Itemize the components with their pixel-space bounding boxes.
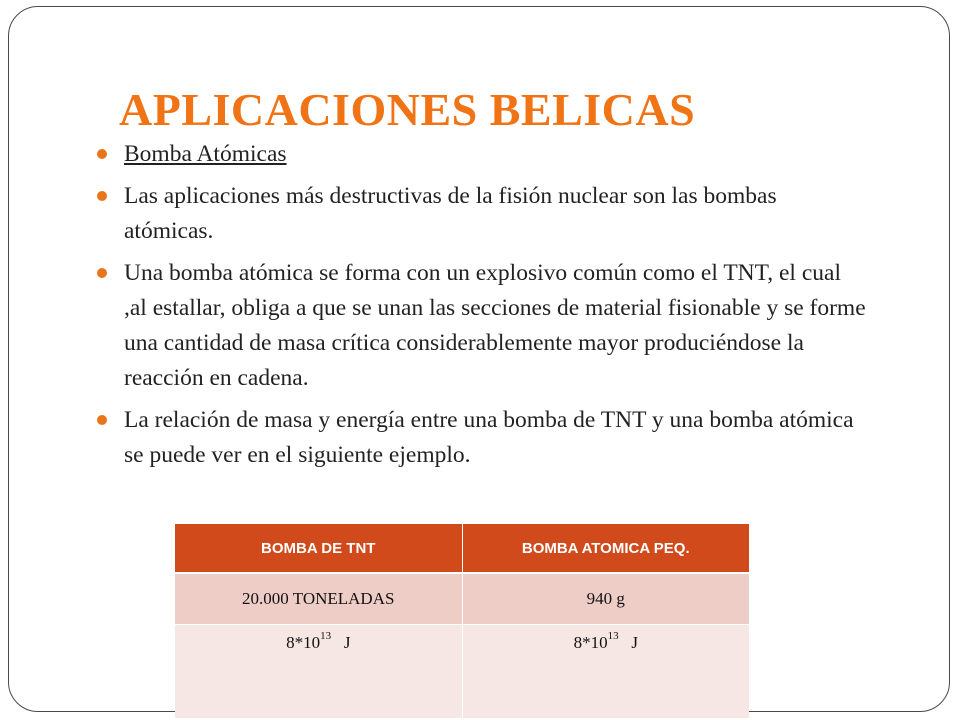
bullet-item (97, 256, 867, 396)
slide-frame (8, 6, 950, 712)
slide-title: APLICACIONES BELICAS (119, 84, 696, 135)
bullet-item (97, 137, 867, 172)
bullet-text: Las aplicaciones más destructivas de la fisión nuclear son las bombas atómicas. (124, 183, 777, 244)
table-cell-tnt-mass: 20.000 TONELADAS (175, 573, 462, 625)
energy-base: 8*10 (573, 633, 608, 652)
table-cell-atomic-energy (462, 625, 749, 719)
comparison-table (175, 524, 749, 719)
energy-base: 8*10 (286, 633, 321, 652)
energy-unit: J (343, 633, 351, 652)
bullet-list (97, 137, 867, 480)
bullet-item (97, 179, 867, 249)
table-header-tnt: BOMBA DE TNT (175, 524, 462, 573)
table-cell-tnt-energy (175, 625, 462, 719)
energy-exponent: 13 (320, 630, 332, 642)
energy-unit: J (631, 633, 638, 652)
bullet-text: La relación de masa y energía entre una bomba de TNT y una bomba atómica se puede ver en el siguiente ejemplo. (124, 407, 854, 468)
bullet-text: Una bomba atómica se forma con un explosivo común como el TNT, el cual ,al estallar, obliga a que se unan las secciones de material fisionable y se forme una cantidad de masa crítica considerablemente mayor produciéndose la reacción en cadena. (124, 260, 866, 391)
table-row (175, 573, 749, 625)
table-cell-atomic-mass: 940 g (462, 573, 749, 625)
bullet-text-bomba-atomicas: Bomba Atómicas (124, 141, 287, 167)
table-header-row (175, 524, 749, 573)
table-row (175, 625, 749, 719)
bullet-item (97, 403, 867, 473)
table-header-atomic: BOMBA ATOMICA PEQ. (462, 524, 749, 573)
energy-exponent: 13 (607, 630, 619, 642)
